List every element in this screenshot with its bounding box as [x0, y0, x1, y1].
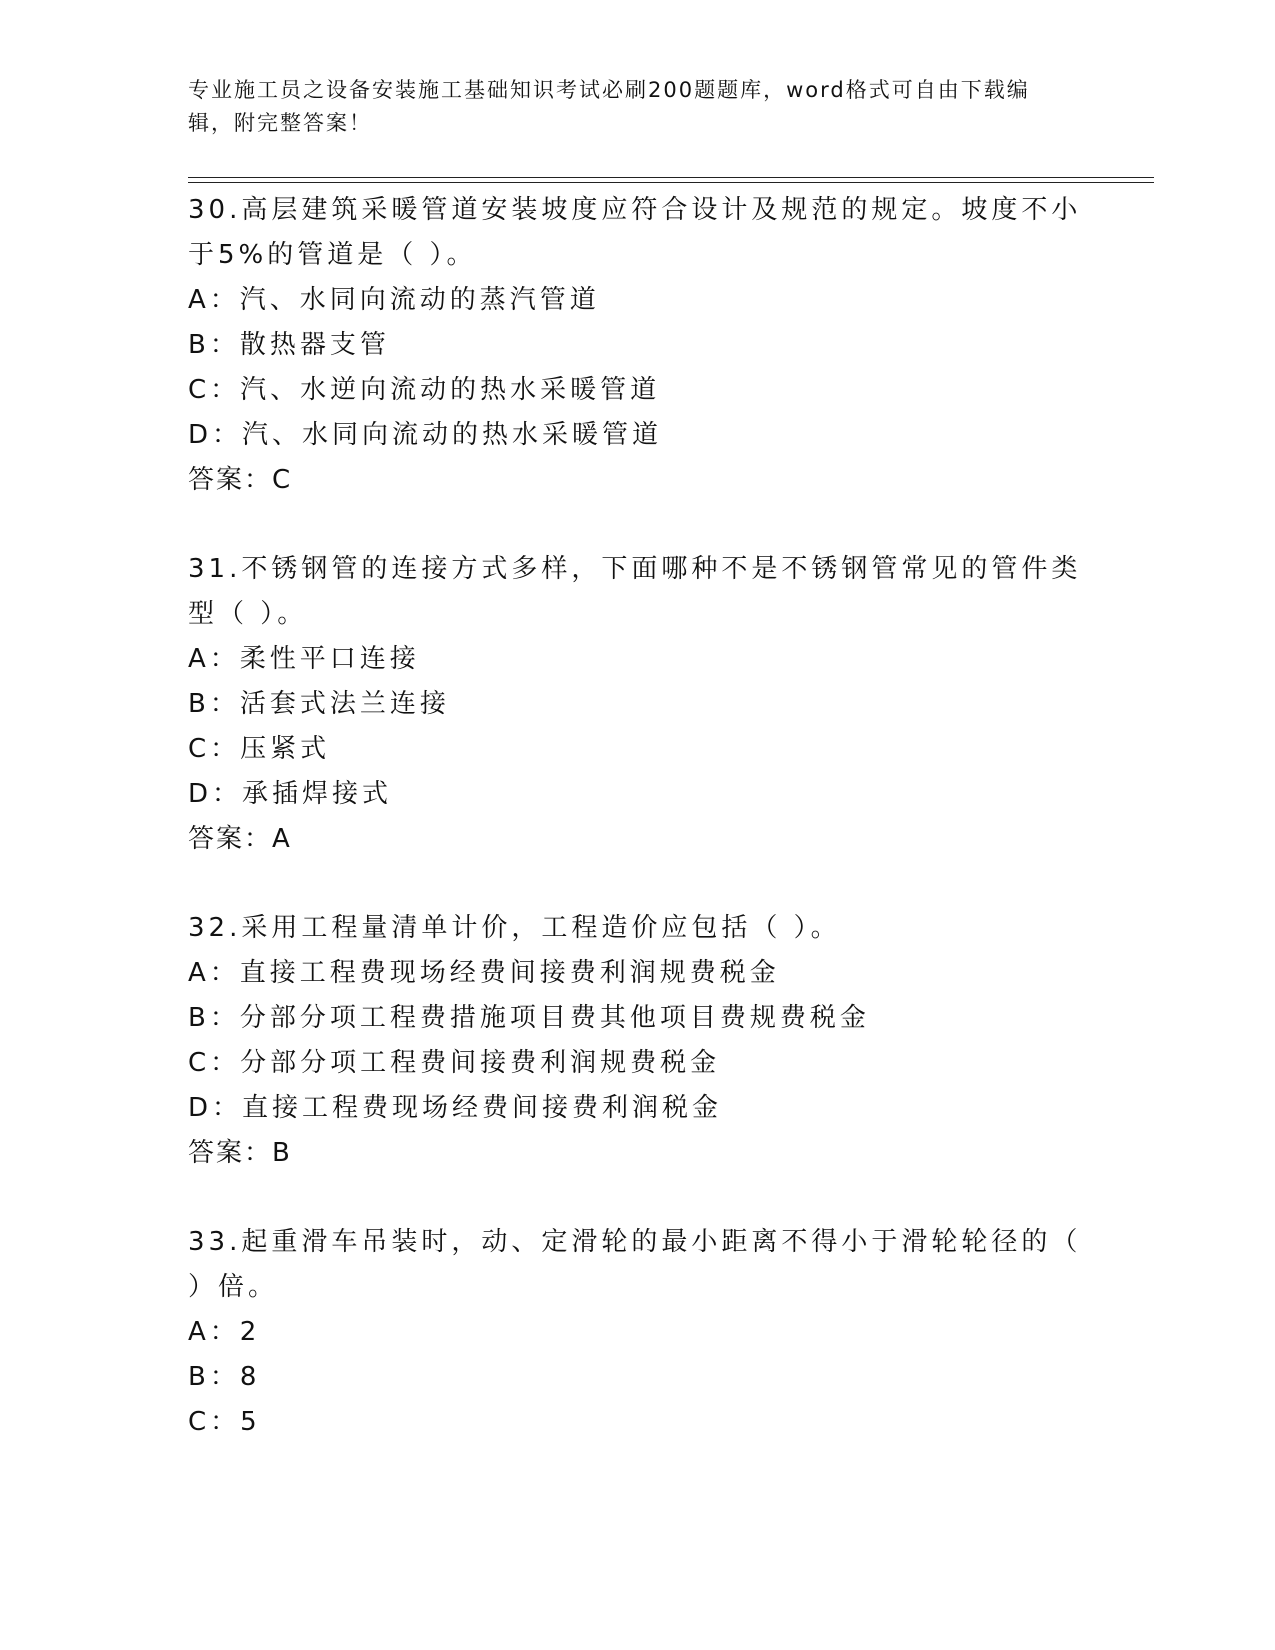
header-divider-bottom	[188, 182, 1154, 183]
header-divider-top	[188, 177, 1154, 178]
option-b: B：8	[188, 1362, 261, 1392]
option-d: D：汽、水同向流动的热水采暖管道	[188, 420, 663, 450]
option-c: C：汽、水逆向流动的热水采暖管道	[188, 375, 661, 405]
option-c: C：5	[188, 1407, 261, 1437]
question-stem: 30.高层建筑采暖管道安装坡度应符合设计及规范的规定。坡度不小于5%的管道是（ ）。	[188, 195, 1082, 270]
option-d: D：承插焊接式	[188, 779, 393, 809]
answer-line: 答案：C	[188, 465, 293, 495]
answer-line: 答案：A	[188, 824, 292, 854]
question-stem: 31.不锈钢管的连接方式多样，下面哪种不是不锈钢管常见的管件类型（ ）。	[188, 554, 1082, 629]
option-a: A：2	[188, 1317, 261, 1347]
document-header: 专业施工员之设备安装施工基础知识考试必刷200题题库，word格式可自由下载编辑，附完整答案！	[188, 78, 1030, 135]
option-b: B：分部分项工程费措施项目费其他项目费规费税金	[188, 1003, 870, 1033]
option-a: A：汽、水同向流动的蒸汽管道	[188, 285, 600, 315]
question-stem: 32.采用工程量清单计价，工程造价应包括（ ）。	[188, 913, 841, 943]
option-d: D：直接工程费现场经费间接费利润税金	[188, 1093, 723, 1123]
question-list	[188, 188, 1088, 1489]
question-32	[188, 906, 1088, 1176]
option-b: B：活套式法兰连接	[188, 689, 450, 719]
question-stem: 33.起重滑车吊装时，动、定滑轮的最小距离不得小于滑轮轮径的（ ）倍。	[188, 1227, 1082, 1302]
option-b: B：散热器支管	[188, 330, 390, 360]
option-c: C：分部分项工程费间接费利润规费税金	[188, 1048, 721, 1078]
option-c: C：压紧式	[188, 734, 331, 764]
option-a: A：直接工程费现场经费间接费利润规费税金	[188, 958, 780, 988]
question-30	[188, 188, 1088, 503]
option-a: A：柔性平口连接	[188, 644, 420, 674]
answer-line: 答案：B	[188, 1138, 292, 1168]
question-31	[188, 547, 1088, 862]
question-33	[188, 1220, 1088, 1445]
